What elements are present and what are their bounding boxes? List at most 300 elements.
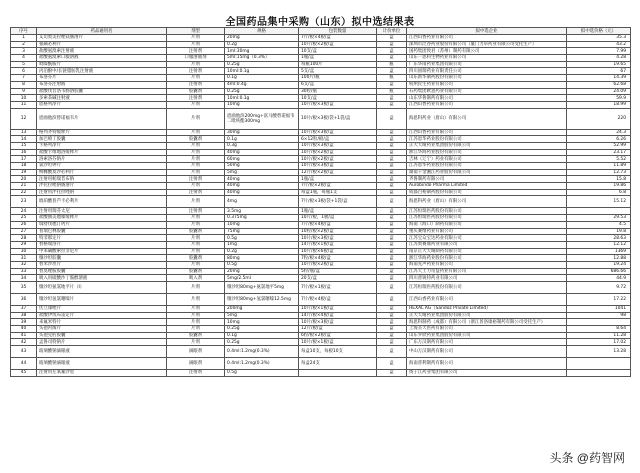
cell-pack: 1瓶/盒 bbox=[299, 208, 377, 215]
col-header-unit: 计价单位 bbox=[377, 28, 407, 35]
cell-spec: 0.4ml:1.2mg(0.3%) bbox=[225, 346, 299, 358]
table-row bbox=[11, 61, 631, 68]
cell-company: 江苏恒瑞医药股份有限公司 bbox=[407, 215, 567, 222]
cell-name: 枸橼酸莫沙必利片 bbox=[37, 169, 167, 176]
cell-form: 片剂 bbox=[167, 183, 225, 190]
cell-spec: 10mg bbox=[225, 101, 299, 108]
cell-spec: 5mg bbox=[225, 169, 299, 176]
cell-spec: 200mg bbox=[225, 306, 299, 313]
cell-form: 注射剂 bbox=[167, 176, 225, 183]
cell-unit: 盒 bbox=[377, 294, 407, 306]
cell-no: 26 bbox=[11, 221, 37, 228]
table-row bbox=[11, 358, 631, 370]
cell-pack: 1瓶/盒 bbox=[299, 55, 377, 62]
table-row bbox=[11, 35, 631, 42]
cell-spec: 5mg bbox=[225, 312, 299, 319]
cell-price: 19.24 bbox=[567, 261, 631, 268]
cell-pack: 5支/盒 bbox=[299, 68, 377, 75]
cell-company: Aurobindo Pharma Limited bbox=[407, 183, 567, 190]
cell-spec: 0.25g bbox=[225, 339, 299, 346]
cell-company: 江西山香药业有限公司 bbox=[407, 101, 567, 108]
cell-form: 片剂 bbox=[167, 196, 225, 208]
table-row bbox=[11, 312, 631, 319]
cell-name: 头孢丙烯片 bbox=[37, 326, 167, 333]
cell-name: 盐酸伐昔洛韦肠溶胶囊 bbox=[37, 88, 167, 95]
cell-price bbox=[567, 319, 631, 326]
cell-company: 江苏天士力帝益药业有限公司 bbox=[407, 268, 567, 275]
cell-form: 片剂 bbox=[167, 129, 225, 136]
cell-pack: 7片/板×2板/盒 bbox=[299, 183, 377, 190]
cell-spec: 4ml:0.4g bbox=[225, 81, 299, 88]
cell-form: 滴眼剂 bbox=[167, 358, 225, 370]
cell-pack: 10片/板×2板/盒 bbox=[299, 156, 377, 163]
table-row bbox=[11, 81, 631, 88]
cell-no: 15 bbox=[11, 142, 37, 149]
cell-price: 1041 bbox=[567, 306, 631, 313]
cell-unit: 盒 bbox=[377, 248, 407, 255]
cell-no: 13 bbox=[11, 129, 37, 136]
cell-spec: 0.2g bbox=[225, 248, 299, 255]
cell-name: 缬沙坦氢氯噻嗪片 bbox=[37, 294, 167, 306]
cell-spec: 0.25g bbox=[225, 326, 299, 333]
cell-name: 注射用帕瑞昔布钠 bbox=[37, 176, 167, 183]
cell-unit: 盒 bbox=[377, 149, 407, 156]
cell-price: 6.26 bbox=[567, 136, 631, 143]
cell-pack: 12片/板/盒 bbox=[299, 326, 377, 333]
cell-name: 注射用左氧氟沙星 bbox=[37, 370, 167, 377]
cell-no: 38 bbox=[11, 312, 37, 319]
cell-price: 17.02 bbox=[567, 339, 631, 346]
cell-pack: 10片/板×2板/盒 bbox=[299, 41, 377, 48]
cell-pack: 12片/板×2板/盒 bbox=[299, 169, 377, 176]
cell-spec: 10mg bbox=[225, 221, 299, 228]
cell-form: 胶囊剂 bbox=[167, 228, 225, 235]
cell-name: 替莫唑胺胶囊 bbox=[37, 268, 167, 275]
cell-form: 片剂 bbox=[167, 101, 225, 108]
cell-no: 36 bbox=[11, 294, 37, 306]
cell-name: 盐酸伊伐布雷定片 bbox=[37, 312, 167, 319]
cell-form: 片剂 bbox=[167, 326, 225, 333]
cell-pack: 7片/板×4板/盒 bbox=[299, 294, 377, 306]
table-row bbox=[11, 149, 631, 156]
cell-unit: 盒 bbox=[377, 95, 407, 102]
cell-form: 片剂 bbox=[167, 312, 225, 319]
cell-name: 盐酸氨溴索注射液 bbox=[37, 48, 167, 55]
cell-pack: 10片/板×3板/盒 bbox=[299, 142, 377, 149]
cell-name: 特非那定片 bbox=[37, 235, 167, 242]
cell-price: 17.22 bbox=[567, 294, 631, 306]
cell-form: 注射剂 bbox=[167, 68, 225, 75]
cell-spec: 1mg bbox=[225, 241, 299, 248]
cell-name: 甲苯磺酸索拉非尼片 bbox=[37, 248, 167, 255]
cell-form: 胶囊剂 bbox=[167, 255, 225, 262]
cell-unit: 盒 bbox=[377, 312, 407, 319]
cell-no: 14 bbox=[11, 136, 37, 143]
cell-name: 玻璃酸钠滴眼液 bbox=[37, 358, 167, 370]
cell-unit: 盒 bbox=[377, 189, 407, 196]
cell-no: 27 bbox=[11, 228, 37, 235]
cell-name: 丙泊酚中/长链脂肪乳注射液 bbox=[37, 68, 167, 75]
cell-no: 33 bbox=[11, 268, 37, 275]
cell-company: 海思科药业（眉山）有限公司 bbox=[407, 108, 567, 129]
cell-no: 31 bbox=[11, 255, 37, 262]
cell-spec: 0.1g bbox=[225, 75, 299, 82]
cell-unit: 盒 bbox=[377, 48, 407, 55]
cell-company: 正大天晴药业集团股份有限公司 bbox=[407, 142, 567, 149]
cell-no: 21 bbox=[11, 183, 37, 190]
results-table bbox=[10, 27, 631, 377]
cell-no: 3 bbox=[11, 48, 37, 55]
cell-company: 四川国瑞药业有限责任公司 bbox=[407, 68, 567, 75]
cell-form: 片剂 bbox=[167, 248, 225, 255]
cell-unit: 盒 bbox=[377, 176, 407, 183]
table-row bbox=[11, 228, 631, 235]
cell-price: 52.99 bbox=[567, 142, 631, 149]
cell-price bbox=[567, 358, 631, 370]
cell-form: 片剂 bbox=[167, 261, 225, 268]
cell-name: 吡嗪酰胺片 bbox=[37, 61, 167, 68]
cell-no: 20 bbox=[11, 176, 37, 183]
cell-price: 1369 bbox=[567, 248, 631, 255]
cell-pack: 7片/板×4板/盒 bbox=[299, 221, 377, 228]
cell-unit: 瓶 bbox=[377, 88, 407, 95]
cell-spec: 4mg bbox=[225, 196, 299, 208]
cell-unit: 瓶 bbox=[377, 75, 407, 82]
cell-pack: 7粒/板×4板/盒 bbox=[299, 255, 377, 262]
cell-unit: 盒 bbox=[377, 306, 407, 313]
cell-spec: 0.2g bbox=[225, 41, 299, 48]
table-row bbox=[11, 208, 631, 215]
cell-form: 片剂 bbox=[167, 41, 225, 48]
cell-name: 替格瑞洛片 bbox=[37, 241, 167, 248]
cell-name: 格列齐特缓释片 bbox=[37, 129, 167, 136]
cell-company: 吉林（辽宁）药业有限公司 bbox=[407, 156, 567, 163]
cell-no: 11 bbox=[11, 101, 37, 108]
cell-company: 江西山香药业有限公司 bbox=[407, 294, 567, 306]
cell-company: 上海圣天医药有限公司 bbox=[407, 326, 567, 333]
cell-name: 盐酸氨溴索口服溶液 bbox=[37, 55, 167, 62]
cell-no: 22 bbox=[11, 189, 37, 196]
cell-company: 重庆赛维药业有限公司 bbox=[407, 228, 567, 235]
table-row bbox=[11, 101, 631, 108]
cell-price: 62.68 bbox=[567, 81, 631, 88]
cell-no: 7 bbox=[11, 75, 37, 82]
table-body bbox=[11, 35, 631, 377]
cell-no: 28 bbox=[11, 235, 37, 242]
cell-company: 扬子江药业集团有限公司 bbox=[407, 370, 567, 377]
cell-unit: 盒 bbox=[377, 319, 407, 326]
cell-name: 艾司奥美拉唑镁肠溶片 bbox=[37, 35, 167, 42]
cell-pack: 5粒/瓶/盒 bbox=[299, 268, 377, 275]
cell-unit: 盒 bbox=[377, 35, 407, 42]
cell-pack: 20支/盒 bbox=[299, 275, 377, 282]
table-row bbox=[11, 176, 631, 183]
cell-company: 海南普利制药有限公司 bbox=[407, 358, 567, 370]
cell-name: 恩曲他滨替诺福韦片 bbox=[37, 108, 167, 129]
cell-pack: 10片/板×1板/盒 bbox=[299, 339, 377, 346]
cell-price: 11.89 bbox=[567, 163, 631, 170]
table-row bbox=[11, 294, 631, 306]
table-row bbox=[11, 339, 631, 346]
table-row bbox=[11, 183, 631, 190]
cell-pack: 6粒/板×2板/盒 bbox=[299, 332, 377, 339]
table-row bbox=[11, 326, 631, 333]
table-row bbox=[11, 248, 631, 255]
cell-no: 32 bbox=[11, 261, 37, 268]
cell-pack: 14片/板×4板/盒 bbox=[299, 312, 377, 319]
cell-price: 29.53 bbox=[567, 215, 631, 222]
cell-unit: 盒 bbox=[377, 101, 407, 108]
cell-price: 9.72 bbox=[567, 282, 631, 294]
cell-name: 布洛芬片 bbox=[37, 75, 167, 82]
cell-unit: 盒 bbox=[377, 235, 407, 242]
col-header-company: 拟中选企业 bbox=[407, 28, 567, 35]
cell-no: 10 bbox=[11, 95, 37, 102]
cell-spec: 3.5mg bbox=[225, 208, 299, 215]
cell-no: 2 bbox=[11, 41, 37, 48]
cell-spec: 20mg bbox=[225, 268, 299, 275]
cell-unit: 盒 bbox=[377, 346, 407, 358]
cell-price: 13.28 bbox=[567, 346, 631, 358]
cell-no: 1 bbox=[11, 35, 37, 42]
table-header-row bbox=[11, 28, 631, 35]
cell-spec: 5mg/2.5ml bbox=[225, 275, 299, 282]
cell-name: 盐酸曲美他嗪缓释片 bbox=[37, 215, 167, 222]
cell-price: 24.3 bbox=[567, 129, 631, 136]
cell-unit: 盒 bbox=[377, 68, 407, 75]
cell-no: 41 bbox=[11, 332, 37, 339]
cell-price: 28.63 bbox=[567, 235, 631, 242]
cell-form: 胶囊剂 bbox=[167, 332, 225, 339]
cell-price: 12.12 bbox=[567, 241, 631, 248]
cell-price: 220 bbox=[567, 108, 631, 129]
cell-spec: 0.5g bbox=[225, 370, 299, 377]
table-row bbox=[11, 306, 631, 313]
table-row bbox=[11, 55, 631, 62]
cell-unit: 盒 bbox=[377, 261, 407, 268]
cell-no: 30 bbox=[11, 248, 37, 255]
cell-unit: 盒 bbox=[377, 339, 407, 346]
cell-spec: 0.25g bbox=[225, 88, 299, 95]
cell-name: 卡格列净片 bbox=[37, 142, 167, 149]
cell-spec: 75mg bbox=[225, 228, 299, 235]
cell-price: 59.9 bbox=[567, 95, 631, 102]
cell-spec: 20mg bbox=[225, 35, 299, 42]
cell-company: 广东华南药业集团有限公司 bbox=[407, 61, 567, 68]
cell-unit: 盒 bbox=[377, 275, 407, 282]
cell-unit: 盒 bbox=[377, 169, 407, 176]
col-header-no: 序号 bbox=[11, 28, 37, 35]
cell-price: 44.9 bbox=[567, 275, 631, 282]
cell-unit: 盒 bbox=[377, 183, 407, 190]
cell-price: 5.52 bbox=[567, 156, 631, 163]
cell-form: 片剂 bbox=[167, 156, 225, 163]
cell-price: 686.66 bbox=[567, 268, 631, 275]
cell-name: 恩格列净片 bbox=[37, 101, 167, 108]
cell-no: 18 bbox=[11, 163, 37, 170]
table-row bbox=[11, 221, 631, 228]
cell-company: HEXAL AG（Sandoz Private Limited） bbox=[407, 306, 567, 313]
cell-company: 浙江华海药业股份有限公司 bbox=[407, 149, 567, 156]
cell-form: 片剂 bbox=[167, 75, 225, 82]
cell-form: 口服溶液剂 bbox=[167, 55, 225, 62]
table-row bbox=[11, 41, 631, 48]
cell-spec: 10ml:0.1g bbox=[225, 95, 299, 102]
cell-spec: 10mg bbox=[225, 319, 299, 326]
table-row bbox=[11, 215, 631, 222]
cell-name: 缬沙坦胶囊 bbox=[37, 255, 167, 262]
cell-no: 29 bbox=[11, 241, 37, 248]
document-title: 全国药品集中采购（山东）拟中选结果表 bbox=[225, 17, 415, 28]
cell-spec: 0.3g bbox=[225, 142, 299, 149]
cell-company: 海思科制药（成都）有限公司（浙江普洛康裕制药有限公司受托生产） bbox=[407, 319, 567, 326]
cell-unit: 盒 bbox=[377, 136, 407, 143]
cell-price: 4.28 bbox=[567, 55, 631, 62]
cell-price: 98 bbox=[567, 312, 631, 319]
cell-spec: 40mg bbox=[225, 189, 299, 196]
cell-price: 43.2 bbox=[567, 41, 631, 48]
cell-price: 19.65 bbox=[567, 61, 631, 68]
cell-form: 片剂 bbox=[167, 169, 225, 176]
cell-pack: 6×12粒/板/盒 bbox=[299, 136, 377, 143]
table-row bbox=[11, 142, 631, 149]
cell-spec: 缬沙坦80mg+氨氯地平5mg bbox=[225, 282, 299, 294]
cell-name: 缬沙坦氨氯地平片（Ⅰ） bbox=[37, 282, 167, 294]
cell-pack: 10片/板×6板/盒 bbox=[299, 248, 377, 255]
cell-unit: 盒 bbox=[377, 370, 407, 377]
cell-no: 5 bbox=[11, 61, 37, 68]
cell-spec: 40mg bbox=[225, 149, 299, 156]
cell-spec: 30mg bbox=[225, 129, 299, 136]
col-header-pack: 包装数量 bbox=[299, 28, 377, 35]
cell-unit: 瓶 bbox=[377, 61, 407, 68]
cell-price: 11.28 bbox=[567, 332, 631, 339]
table-row bbox=[11, 346, 631, 358]
cell-company: 石药集团欧意药业有限公司 bbox=[407, 88, 567, 95]
table-row bbox=[11, 136, 631, 143]
cell-form: 片剂 bbox=[167, 282, 225, 294]
table-row bbox=[11, 196, 631, 208]
cell-unit: 盒 bbox=[377, 228, 407, 235]
cell-form: 片剂 bbox=[167, 221, 225, 228]
col-header-price: 拟中选价格（元） bbox=[567, 28, 631, 35]
cell-no: 34 bbox=[11, 275, 37, 282]
cell-no: 43 bbox=[11, 346, 37, 358]
cell-form: 片剂 bbox=[167, 319, 225, 326]
cell-form: 片剂 bbox=[167, 35, 225, 42]
cell-pack: 10片/板×3板/盒 bbox=[299, 129, 377, 136]
table-row bbox=[11, 189, 631, 196]
cell-pack: 1瓶/盒 bbox=[299, 176, 377, 183]
cell-no: 8 bbox=[11, 81, 37, 88]
cell-unit: 盒 bbox=[377, 163, 407, 170]
cell-form: 胶囊剂 bbox=[167, 268, 225, 275]
cell-company: 江苏宝众宝达药业有限公司 bbox=[407, 235, 567, 242]
cell-form: 胶囊剂 bbox=[167, 88, 225, 95]
cell-spec: 0.25g bbox=[225, 61, 299, 68]
cell-pack: 每盒1瓶，每瓶1支 bbox=[299, 189, 377, 196]
cell-spec: 40mg bbox=[225, 183, 299, 190]
cell-unit: 盒 bbox=[377, 156, 407, 163]
cell-pack: 14片/板×1板/盒 bbox=[299, 241, 377, 248]
cell-name: 头孢克肟胶囊 bbox=[37, 332, 167, 339]
cell-company: 山东新华制药股份有限公司 bbox=[407, 75, 567, 82]
cell-no: 35 bbox=[11, 282, 37, 294]
cell-no: 19 bbox=[11, 169, 37, 176]
cell-price: 14.39 bbox=[567, 75, 631, 82]
cell-form: 胶囊剂 bbox=[167, 136, 225, 143]
cell-company: 江西山香药业有限公司 bbox=[407, 129, 567, 136]
cell-company: 成都百裕制药股份有限公司 bbox=[407, 189, 567, 196]
cell-company: 山东华鲁制药有限公司 bbox=[407, 95, 567, 102]
cell-company: 深圳市泛谷药业股份有限公司（厦门力卓药业有限公司受托生产） bbox=[407, 41, 567, 48]
cell-name: 玻璃酸钠滴眼液 bbox=[37, 346, 167, 358]
cell-company: 江苏恩华药业股份有限公司 bbox=[407, 163, 567, 170]
table-row bbox=[11, 370, 631, 377]
cell-no: 45 bbox=[11, 370, 37, 377]
cell-company: 浙江华海药业股份有限公司 bbox=[407, 255, 567, 262]
table-row bbox=[11, 235, 631, 242]
table-row bbox=[11, 88, 631, 95]
cell-form: 片剂 bbox=[167, 108, 225, 129]
cell-company: 杭州民生药业有限公司 bbox=[407, 81, 567, 88]
cell-unit: 盒 bbox=[377, 282, 407, 294]
cell-price: 19.8 bbox=[567, 228, 631, 235]
cell-pack: 每盒24支 bbox=[299, 358, 377, 370]
cell-pack: 10片/板×3板/盒 bbox=[299, 101, 377, 108]
cell-price: 12.73 bbox=[567, 169, 631, 176]
cell-spec: 缬沙坦80mg+氢氯噻嗪12.5mg bbox=[225, 294, 299, 306]
cell-form: 片剂 bbox=[167, 149, 225, 156]
cell-price: 6.8 bbox=[567, 189, 631, 196]
cell-price: 15.12 bbox=[567, 196, 631, 208]
cell-no: 39 bbox=[11, 319, 37, 326]
cell-pack: 30粒/瓶 bbox=[299, 88, 377, 95]
cell-company: 山东罗欣药业集团股份有限公司 bbox=[407, 332, 567, 339]
cell-company: 齐鲁制药有限公司 bbox=[407, 176, 567, 183]
cell-pack: 10支/盒 bbox=[299, 48, 377, 55]
cell-pack: 7片/板×4板/盒 bbox=[299, 35, 377, 42]
cell-pack: 10片/板×3板/盒 bbox=[299, 163, 377, 170]
cell-price: 7.99 bbox=[567, 48, 631, 55]
cell-spec: 0.1g bbox=[225, 332, 299, 339]
cell-price: 18.99 bbox=[567, 101, 631, 108]
table-row bbox=[11, 319, 631, 326]
cell-spec: 0.5g bbox=[225, 261, 299, 268]
cell-company: 湖南千金湘江药业股份有限公司 bbox=[407, 169, 567, 176]
cell-name: 加巴喷丁胶囊 bbox=[37, 136, 167, 143]
cell-no: 37 bbox=[11, 306, 37, 313]
table-row bbox=[11, 241, 631, 248]
cell-name: 吸入用硫酸沙丁胺醇溶液 bbox=[37, 275, 167, 282]
cell-company: 江苏恒瑞医药股份有限公司 bbox=[407, 208, 567, 215]
cell-name: 氯沙坦钾片 bbox=[37, 163, 167, 170]
cell-pack: 10片/板×3板/盒 bbox=[299, 235, 377, 242]
cell-name: 注射用泮托拉唑钠 bbox=[37, 189, 167, 196]
cell-pack: 10片/板×3板/袋+1袋/盒 bbox=[299, 108, 377, 129]
cell-company: 广东万汉制药有限公司 bbox=[407, 339, 567, 346]
cell-name: 盐酸卡维地洛缓释片 bbox=[37, 149, 167, 156]
cell-price: 67 bbox=[567, 68, 631, 75]
cell-pack: 7片/板×3板/袋+1袋/盒 bbox=[299, 196, 377, 208]
table-row bbox=[11, 95, 631, 102]
cell-company: 海南先声药业有限公司 bbox=[407, 261, 567, 268]
cell-company: 江苏奥赛康药业有限公司 bbox=[407, 241, 567, 248]
cell-unit: 盒 bbox=[377, 55, 407, 62]
cell-name: 布洛芬注射液 bbox=[37, 81, 167, 88]
cell-spec: 0.4ml:1.2mg(0.3%) bbox=[225, 358, 299, 370]
cell-company: 海南（海口）制药有限公司 bbox=[407, 221, 567, 228]
